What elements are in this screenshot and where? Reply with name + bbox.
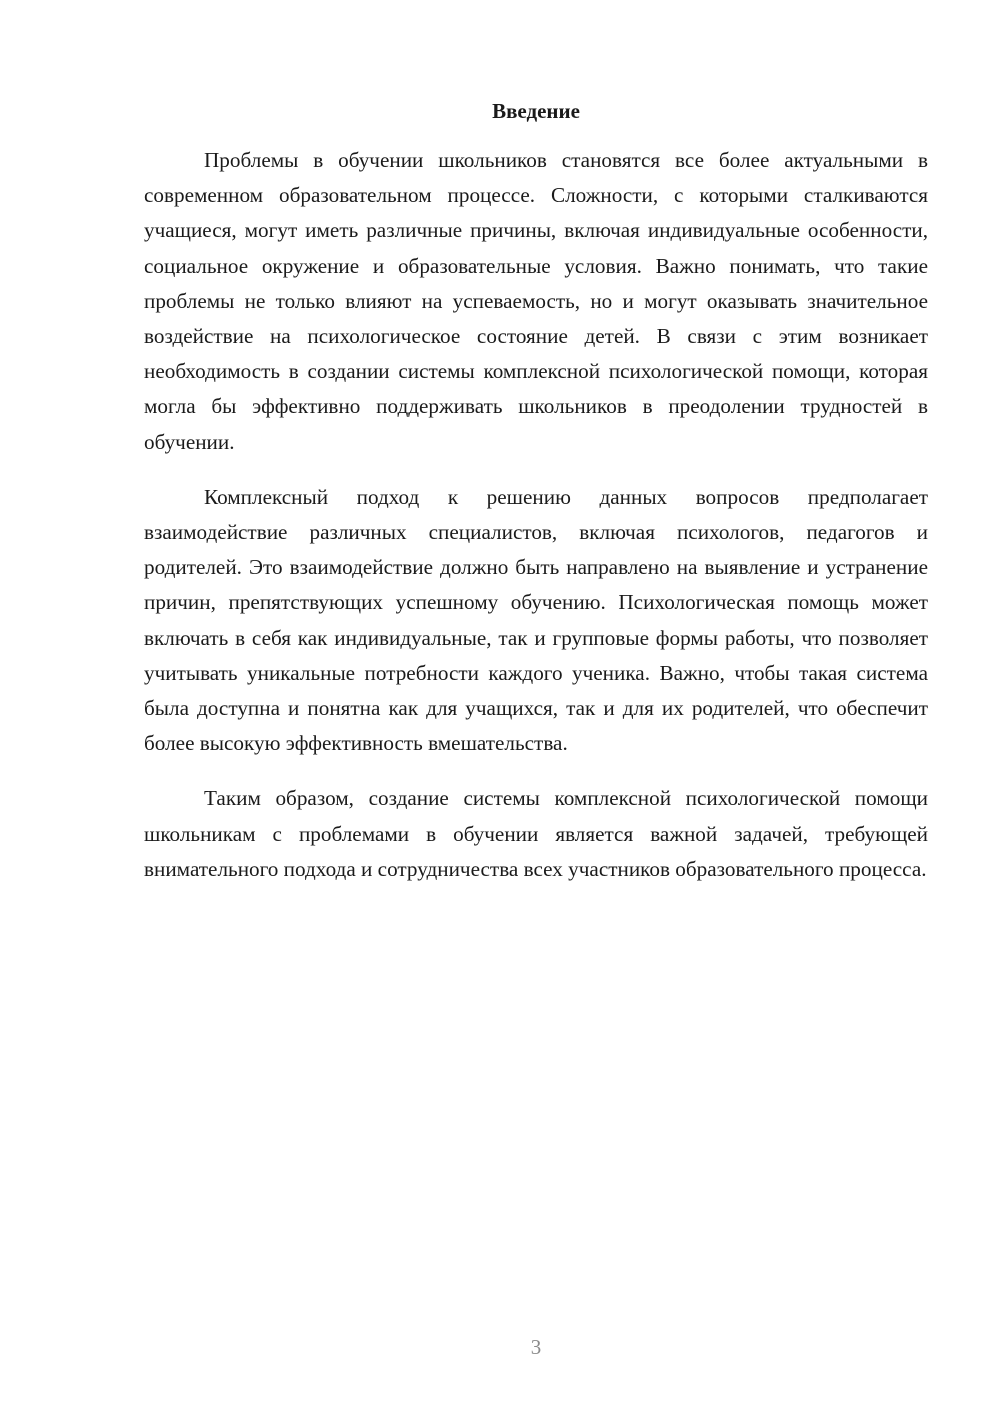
section-heading: Введение [492, 99, 580, 123]
paragraph-3: Таким образом, создание системы комплексной психологической помощи школьникам с проблемами в обучении является важной задачей, требующей внимательного подхода и сотрудничества всех участников образовательного процесса. [144, 786, 928, 881]
paragraph-1: Проблемы в обучении школьников становятся все более актуальными в современном образовательном процессе. Сложности, с которыми сталкиваются учащиеся, могут иметь различные причины, включая индивидуальные особенности, социальное окружение и образовательные условия. Важно понимать, что такие проблемы не только влияют на успеваемость, но и могут оказывать значительное воздействие на психологическое состояние детей. В связи с этим возникает необходимость в создании системы комплексной психологической помощи, которая могла бы эффективно поддерживать школьников в преодолении трудностей в обучении. [144, 148, 928, 454]
body-text [144, 143, 928, 887]
paragraph-2: Комплексный подход к решению данных вопросов предполагает взаимодействие различных специалистов, включая психологов, педагогов и родителей. Это взаимодействие должно быть направлено на выявление и устранение причин, препятствующих успешному обучению. Психологическая помощь может включать в себя как индивидуальные, так и групповые формы работы, что позволяет учитывать уникальные потребности каждого ученика. Важно, чтобы такая система была доступна и понятна как для учащихся, так и для их родителей, что обеспечит более высокую эффективность вмешательства. [144, 484, 928, 756]
page-number: 3 [530, 1335, 542, 1359]
